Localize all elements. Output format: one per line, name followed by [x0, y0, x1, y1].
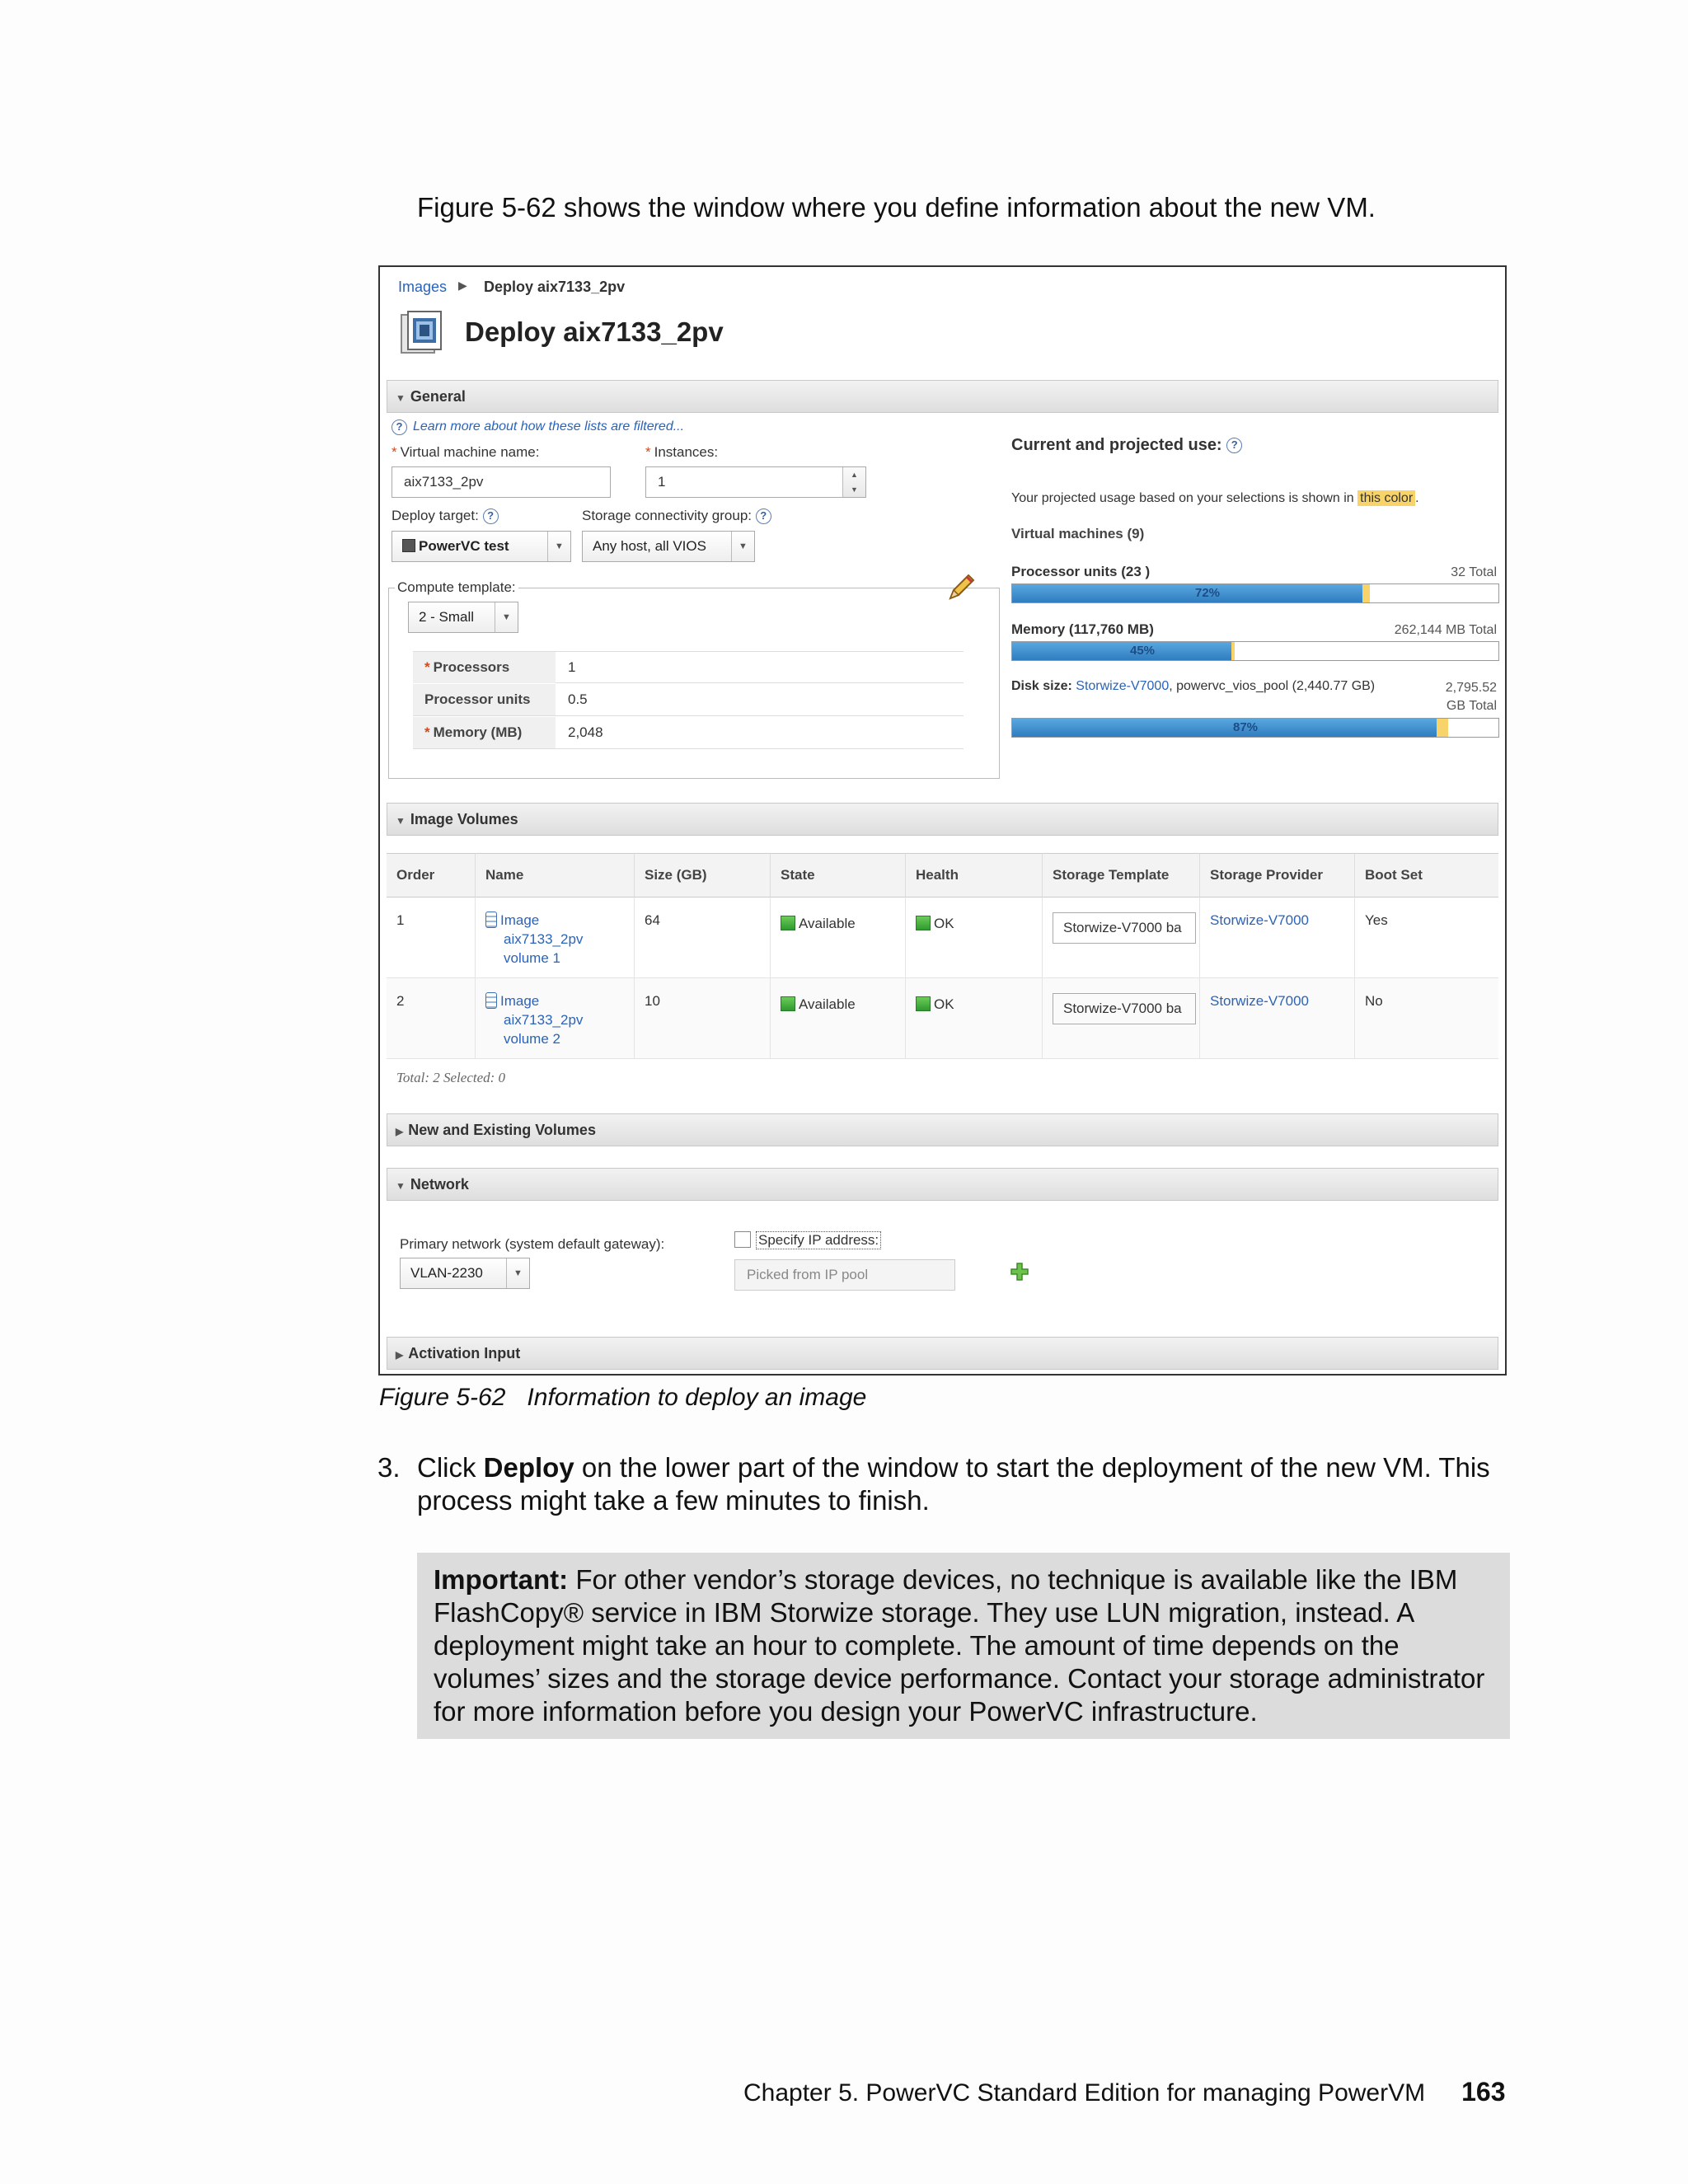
chevron-down-icon[interactable]: ▼ — [547, 532, 570, 561]
filter-help-link[interactable]: Learn more about how these lists are filtered... — [413, 419, 685, 434]
chevron-down-icon[interactable]: ▼ — [495, 602, 518, 632]
projected-color-sample: this color — [1357, 490, 1415, 506]
usage-note: Your projected usage based on your selections is shown in this color . — [1011, 491, 1419, 505]
section-general-label: General — [410, 388, 466, 405]
volume-name-link[interactable]: Image aix7133_2pv volume 1 — [485, 912, 583, 966]
step-number: 3. — [377, 1452, 401, 1483]
processor-percent: 72% — [1195, 586, 1221, 600]
available-status-icon — [781, 916, 795, 930]
cell-template — [1043, 978, 1200, 1059]
storage-provider-link[interactable]: Storwize-V7000 — [1200, 898, 1355, 978]
section-activation-label: Activation Input — [408, 1345, 521, 1361]
column-header[interactable]: Size (GB) — [635, 853, 771, 898]
deploy-image-icon — [398, 308, 446, 356]
pencil-edit-icon[interactable] — [944, 572, 977, 605]
virtual-machines-count: Virtual machines (9) — [1011, 526, 1145, 541]
section-image-volumes-label: Image Volumes — [410, 811, 518, 827]
cell-template — [1043, 898, 1200, 978]
processor-usage-bar — [1011, 583, 1499, 603]
storage-group-select[interactable]: Any host, all VIOS ▼ — [582, 531, 755, 562]
instances-label: * Instances: — [645, 444, 719, 460]
primary-network-select[interactable]: VLAN-2230 ▼ — [400, 1258, 530, 1289]
specify-ip-label[interactable]: Specify IP address: — [756, 1231, 881, 1249]
table-row[interactable] — [387, 898, 1498, 978]
page-number: 163 — [1461, 2077, 1506, 2107]
column-header[interactable]: State — [771, 853, 906, 898]
ok-status-icon — [916, 996, 931, 1011]
cell-boot-set: Yes — [1365, 912, 1388, 928]
deploy-target-help-icon: ? — [483, 509, 499, 524]
section-image-volumes[interactable] — [387, 803, 1498, 836]
breadcrumb-current: Deploy aix7133_2pv — [484, 279, 626, 295]
table-total: Total: 2 Selected: 0 — [396, 1070, 506, 1085]
processor-projected-fill — [1362, 584, 1370, 602]
usage-title: Current and projected use: ? — [1011, 436, 1242, 455]
volume-icon — [485, 992, 497, 1009]
memory-usage-bar — [1011, 641, 1499, 661]
chevron-down-icon[interactable]: ▼ — [731, 532, 754, 561]
column-header[interactable]: Storage Template — [1043, 853, 1200, 898]
column-header[interactable]: Boot Set — [1355, 853, 1498, 898]
page-title: Deploy aix7133_2pv — [465, 316, 724, 347]
cell-order: 2 — [387, 978, 476, 1059]
cell-boot-set: No — [1365, 993, 1383, 1009]
section-activation-input[interactable] — [387, 1337, 1498, 1370]
cell-order: 1 — [387, 898, 476, 978]
expand-arrow-icon: ▶ — [396, 1349, 404, 1361]
volume-icon — [485, 912, 497, 928]
disk-projected-fill — [1437, 719, 1448, 737]
storage-template-select[interactable]: Storwize-V7000 ba — [1053, 912, 1196, 944]
section-general[interactable] — [387, 380, 1498, 413]
cell-size: 64 — [635, 898, 771, 978]
important-note: Important: For other vendor’s storage devices, no technique is available like the IBM FlashCopy® service in IBM Storwize storage. They use LUN migration, instead. A deployment might take an hour to complete. The amount of time depends on the volumes’ sizes and the storage device performance. Contact your storage administrator for more information before you design your PowerVC infrastructure. — [417, 1553, 1510, 1739]
cell-name — [476, 898, 635, 978]
disk-total: 2,795.52 GB Total — [1445, 681, 1497, 713]
deploy-screenshot — [378, 265, 1507, 1376]
storage-provider-link[interactable]: Storwize-V7000 — [1200, 978, 1355, 1059]
specify-ip-checkbox[interactable] — [734, 1231, 751, 1248]
storage-group-label: Storage connectivity group: ? — [582, 508, 771, 524]
host-icon — [402, 539, 415, 552]
property-row-memory: * Memory (MB) 2,048 — [413, 717, 964, 749]
collapse-arrow-icon: ▼ — [396, 1180, 406, 1192]
volume-name-link[interactable]: Image aix7133_2pv volume 2 — [485, 993, 583, 1047]
footer-chapter: Chapter 5. PowerVC Standard Edition for managing PowerVM — [743, 2079, 1426, 2107]
deploy-target-label: Deploy target: ? — [392, 508, 499, 524]
ip-address-input[interactable]: Picked from IP pool — [734, 1259, 955, 1291]
processor-usage-label: Processor units (23 ) — [1011, 564, 1151, 579]
memory-usage-label: Memory (117,760 MB) — [1011, 621, 1154, 637]
disk-current-fill — [1012, 719, 1437, 737]
storage-template-select[interactable]: Storwize-V7000 ba — [1053, 993, 1196, 1024]
disk-percent: 87% — [1233, 720, 1259, 734]
usage-help-icon: ? — [1226, 438, 1242, 453]
column-header[interactable]: Health — [906, 853, 1043, 898]
cell-size: 10 — [635, 978, 771, 1059]
deploy-term: Deploy — [483, 1452, 574, 1483]
memory-projected-fill — [1231, 642, 1235, 660]
available-status-icon — [781, 996, 795, 1011]
vm-name-label: * Virtual machine name: — [392, 444, 540, 460]
section-new-existing-label: New and Existing Volumes — [408, 1122, 596, 1138]
processor-total: 32 Total — [1451, 565, 1497, 579]
column-header[interactable]: Order — [387, 853, 476, 898]
section-network[interactable] — [387, 1168, 1498, 1201]
primary-network-label: Primary network (system default gateway): — [400, 1236, 665, 1252]
intro-paragraph: Figure 5-62 shows the window where you define information about the new VM. — [417, 192, 1376, 223]
collapse-arrow-icon: ▼ — [396, 815, 406, 827]
property-row-processors: * Processors 1 — [413, 651, 964, 683]
storage-group-help-icon: ? — [756, 509, 771, 524]
collapse-arrow-icon: ▼ — [396, 392, 406, 404]
step-paragraph: 3. Click Deploy on the lower part of the window to start the deployment of the new VM. This process might take a few minutes to finish. — [377, 1452, 1490, 1516]
chevron-down-icon[interactable]: ▼ — [506, 1258, 529, 1288]
stepper-arrows-icon[interactable]: ▲ ▼ — [842, 467, 865, 497]
cell-health: OK — [906, 898, 1043, 978]
vm-name-input[interactable]: aix7133_2pv — [392, 466, 611, 498]
page-footer — [743, 2077, 1506, 2107]
cell-state: Available — [771, 898, 906, 978]
figure-caption: Figure 5-62 Information to deploy an image — [379, 1384, 867, 1411]
section-network-label: Network — [410, 1176, 469, 1193]
deploy-target-select[interactable]: PowerVC test ▼ — [392, 531, 571, 562]
cell-health: OK — [906, 978, 1043, 1059]
compute-template-label: Compute template: — [395, 579, 518, 596]
cell-state: Available — [771, 978, 906, 1059]
column-header[interactable]: Name — [476, 853, 635, 898]
memory-percent: 45% — [1130, 644, 1156, 658]
column-header[interactable]: Storage Provider — [1200, 853, 1355, 898]
table-row[interactable] — [387, 978, 1498, 1059]
compute-template-select[interactable]: 2 - Small ▼ — [408, 602, 518, 633]
section-new-existing-volumes[interactable] — [387, 1113, 1498, 1146]
cell-name — [476, 978, 635, 1059]
breadcrumb-images-link[interactable]: Images — [398, 279, 448, 295]
disk-provider-link[interactable]: Storwize-V7000 — [1076, 679, 1170, 693]
disk-usage-label: Disk size: Storwize-V7000, powervc_vios_pool (2,440.77 GB) — [1011, 679, 1376, 693]
ok-status-icon — [916, 916, 931, 930]
breadcrumb-separator-icon: ▶ — [458, 279, 467, 292]
expand-arrow-icon: ▶ — [396, 1126, 404, 1137]
memory-total: 262,144 MB Total — [1394, 623, 1497, 637]
property-row-processor-units: Processor units 0.5 — [413, 684, 964, 716]
filter-help-icon: ? — [392, 418, 407, 435]
memory-current-fill — [1012, 642, 1231, 660]
instances-stepper[interactable]: 1 ▲ ▼ — [645, 466, 866, 498]
disk-usage-bar — [1011, 718, 1499, 738]
add-network-icon[interactable] — [1010, 1262, 1029, 1282]
processor-current-fill — [1012, 584, 1362, 602]
